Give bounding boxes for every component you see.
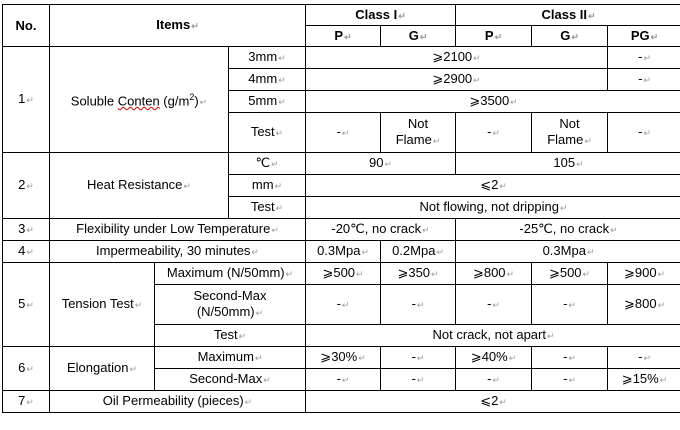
table-header-row bbox=[3, 5, 680, 26]
row1-test-p2: -↵ bbox=[456, 113, 532, 153]
row6-second-class2-g: -↵ bbox=[532, 369, 608, 391]
row5-sub-maximum: Maximum (N/50mm)↵ bbox=[155, 263, 306, 285]
row4-class1-g: 0.2Mpa↵ bbox=[381, 241, 456, 263]
row6-max-class1-p: ⩾30%↵ bbox=[306, 347, 381, 369]
row1-4mm-value: ⩾2900↵ bbox=[306, 69, 608, 91]
header-class2-p: P↵ bbox=[456, 26, 532, 47]
row1-3mm-value: ⩾2100↵ bbox=[306, 47, 608, 69]
row1-sub-5mm: 5mm↵ bbox=[229, 91, 306, 113]
header-class1-g: G↵ bbox=[381, 26, 456, 47]
row1-3mm-pg: -↵ bbox=[608, 47, 680, 69]
row2-sub-celsius: ℃↵ bbox=[229, 153, 306, 175]
row1-sub-4mm: 4mm↵ bbox=[229, 69, 306, 91]
row1-item: Soluble Conten $(g/m^2)↵$ bbox=[50, 47, 229, 153]
row6-second-class2-p: -↵ bbox=[456, 369, 532, 391]
row5-second-class2-p: -↵ bbox=[456, 285, 532, 325]
table-row bbox=[3, 241, 680, 263]
row5-max-class1-p: ⩾500↵ bbox=[306, 263, 381, 285]
table-row bbox=[3, 47, 680, 69]
row5-sub-second-max: Second-Max (N/50mm)↵ bbox=[155, 285, 306, 325]
header-class-2: Class II↵ bbox=[456, 5, 680, 26]
row5-second-class2-g: -↵ bbox=[532, 285, 608, 325]
row6-item: Elongation↵ bbox=[50, 347, 155, 391]
header-items: Items↵ bbox=[50, 5, 306, 47]
row5-max-class1-g: ⩾350↵ bbox=[381, 263, 456, 285]
row2-sub-test: Test↵ bbox=[229, 197, 306, 219]
row6-max-class2-pg: -↵ bbox=[608, 347, 680, 369]
row4-number: 4↵ bbox=[3, 241, 50, 263]
row2-mm-value: ⩽2↵ bbox=[306, 175, 680, 197]
row6-sub-second-max: Second-Max↵ bbox=[155, 369, 306, 391]
row1-test-pg: -↵ bbox=[608, 113, 680, 153]
row1-sub-3mm: 3mm↵ bbox=[229, 47, 306, 69]
row1-number: 1↵ bbox=[3, 47, 50, 153]
row6-sub-maximum: Maximum↵ bbox=[155, 347, 306, 369]
row5-max-class2-p: ⩾800↵ bbox=[456, 263, 532, 285]
row7-item: Oil Permeability (pieces)↵ bbox=[50, 391, 306, 413]
row7-value: ⩽2↵ bbox=[306, 391, 680, 413]
row7-number: 7↵ bbox=[3, 391, 50, 413]
row6-max-class2-g: -↵ bbox=[532, 347, 608, 369]
row2-class2-temp: 105↵ bbox=[456, 153, 680, 175]
row6-second-class1-g: -↵ bbox=[381, 369, 456, 391]
header-class2-g: G↵ bbox=[532, 26, 608, 47]
row5-max-class2-pg: ⩾900↵ bbox=[608, 263, 680, 285]
row6-max-class2-p: ⩾40%↵ bbox=[456, 347, 532, 369]
row3-class1-value: -20℃, no crack↵ bbox=[306, 219, 456, 241]
row1-test-p1: -↵ bbox=[306, 113, 381, 153]
row5-max-class2-g: ⩾500↵ bbox=[532, 263, 608, 285]
table-row bbox=[3, 219, 680, 241]
row1-5mm-value: ⩾3500↵ bbox=[306, 91, 680, 113]
spelling-underline: Conten bbox=[117, 93, 160, 109]
table-row bbox=[3, 263, 680, 285]
row5-second-class1-p: -↵ bbox=[306, 285, 381, 325]
specification-table bbox=[2, 4, 680, 413]
row1-4mm-pg: -↵ bbox=[608, 69, 680, 91]
row1-test-g1: Not Flame↵ bbox=[381, 113, 456, 153]
row5-second-class2-pg: ⩾800↵ bbox=[608, 285, 680, 325]
row5-item: Tension Test↵ bbox=[50, 263, 155, 347]
row6-second-class1-p: -↵ bbox=[306, 369, 381, 391]
header-class-1: Class I↵ bbox=[306, 5, 456, 26]
row2-sub-mm: mm↵ bbox=[229, 175, 306, 197]
table-row bbox=[3, 153, 680, 175]
table-row bbox=[3, 347, 680, 369]
row3-item: Flexibility under Low Temperature↵ bbox=[50, 219, 306, 241]
row3-class2-value: -25℃, no crack↵ bbox=[456, 219, 680, 241]
row4-class2-value: 0.3Mpa↵ bbox=[456, 241, 680, 263]
row4-class1-p: 0.3Mpa↵ bbox=[306, 241, 381, 263]
header-no: No. bbox=[3, 5, 50, 47]
row2-class1-temp: 90↵ bbox=[306, 153, 456, 175]
row2-item: Heat Resistance↵ bbox=[50, 153, 229, 219]
row5-second-class1-g: -↵ bbox=[381, 285, 456, 325]
row6-max-class1-g: -↵ bbox=[381, 347, 456, 369]
header-class1-p: P↵ bbox=[306, 26, 381, 47]
row5-test-value: Not crack, not apart↵ bbox=[306, 325, 680, 347]
row4-item: Impermeability, 30 minutes↵ bbox=[50, 241, 306, 263]
row5-number: 5↵ bbox=[3, 263, 50, 347]
table-row bbox=[3, 391, 680, 413]
row1-sub-test: Test↵ bbox=[229, 113, 306, 153]
header-class2-pg: PG↵ bbox=[608, 26, 680, 47]
row2-number: 2↵ bbox=[3, 153, 50, 219]
row6-number: 6↵ bbox=[3, 347, 50, 391]
row3-number: 3↵ bbox=[3, 219, 50, 241]
row1-test-g2: Not Flame↵ bbox=[532, 113, 608, 153]
row6-second-class2-pg: ⩾15%↵ bbox=[608, 369, 680, 391]
row2-test-value: Not flowing, not dripping↵ bbox=[306, 197, 680, 219]
row5-sub-test: Test↵ bbox=[155, 325, 306, 347]
